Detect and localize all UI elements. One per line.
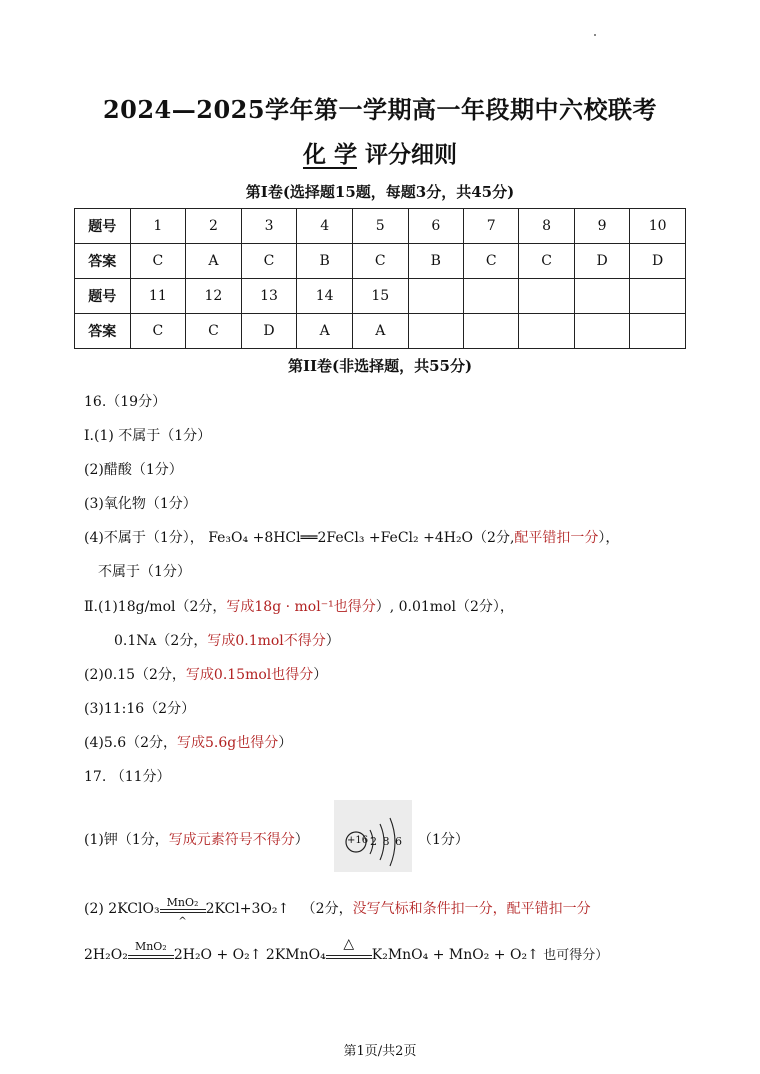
table-cell: D bbox=[630, 244, 686, 279]
condition-label: ^ bbox=[178, 916, 187, 927]
table-cell: B bbox=[408, 244, 463, 279]
table-cell: 14 bbox=[297, 279, 353, 314]
table-cell: D bbox=[241, 314, 297, 349]
answer-table bbox=[74, 208, 686, 349]
page-subtitle bbox=[0, 136, 760, 169]
subject-name: 化 学 bbox=[302, 141, 357, 168]
table-cell: D bbox=[574, 244, 629, 279]
table-cell bbox=[574, 314, 629, 349]
reaction-arrow bbox=[160, 896, 206, 927]
q16-line: 不属于（1分） bbox=[98, 564, 191, 580]
q16-line: (2)醋酸（1分） bbox=[84, 462, 183, 478]
table-cell bbox=[408, 279, 463, 314]
row-label: 答案 bbox=[75, 244, 131, 279]
red-note: 写成5.6g也得分 bbox=[177, 735, 279, 751]
table-cell bbox=[463, 314, 518, 349]
q16-line bbox=[84, 527, 619, 547]
table-cell: 12 bbox=[186, 279, 242, 314]
part1-heading: 第Ⅰ卷(选择题15题，每题3分，共45分) bbox=[245, 183, 515, 201]
row-label: 题号 bbox=[75, 279, 131, 314]
table-cell: C bbox=[241, 244, 297, 279]
table-cell: 2 bbox=[186, 209, 242, 244]
q16-line bbox=[84, 596, 514, 616]
text: ）， bbox=[598, 530, 620, 546]
text: Ⅱ.(1)18g/mol（2分， bbox=[84, 599, 227, 615]
table-cell: C bbox=[352, 244, 408, 279]
table-cell: C bbox=[130, 244, 186, 279]
table-cell bbox=[630, 279, 686, 314]
atom-shells: 2 8 6 bbox=[370, 835, 403, 848]
q16-line: (3)氧化物（1分） bbox=[84, 496, 197, 512]
scan-dot bbox=[594, 34, 596, 36]
table-cell: 11 bbox=[130, 279, 186, 314]
text: (4)不属于（1分）， bbox=[84, 530, 204, 546]
atom-nucleus: +16 bbox=[347, 835, 369, 846]
table-cell: C bbox=[463, 244, 518, 279]
q16-head: 16.（19分） bbox=[84, 394, 167, 410]
part2-heading: 第II卷(非选择题，共55分) bbox=[287, 357, 473, 375]
table-cell bbox=[519, 314, 574, 349]
q17-line bbox=[84, 896, 591, 927]
text: ） bbox=[294, 832, 309, 848]
equation: 2H₂O + O₂↑ 2KMnO₄ bbox=[173, 947, 326, 963]
text: ）, 0.01mol（2分）， bbox=[375, 599, 514, 615]
table-cell: B bbox=[297, 244, 353, 279]
page-footer: 第1页/共2页 bbox=[343, 1044, 417, 1059]
heat-label: △ bbox=[343, 936, 355, 952]
table-cell: 7 bbox=[463, 209, 518, 244]
equation: 2H₂O₂ bbox=[84, 947, 128, 963]
atom-structure-diagram bbox=[334, 800, 412, 872]
table-cell: C bbox=[130, 314, 186, 349]
text: 0.1Nᴀ（2分， bbox=[114, 633, 208, 649]
table-cell: A bbox=[297, 314, 353, 349]
text: (2) 2KClO₃ bbox=[84, 901, 160, 917]
table-cell bbox=[519, 279, 574, 314]
table-row bbox=[75, 209, 686, 244]
table-cell: 3 bbox=[241, 209, 297, 244]
table-cell: C bbox=[519, 244, 574, 279]
text: ） bbox=[325, 633, 340, 649]
q16-line bbox=[114, 630, 340, 650]
subject-suffix: 评分细则 bbox=[365, 141, 458, 168]
q16-line: (3)11:16（2分） bbox=[84, 701, 196, 717]
table-cell: 4 bbox=[297, 209, 353, 244]
equation: K₂MnO₄ + MnO₂ + O₂↑ bbox=[371, 947, 539, 963]
table-cell: 10 bbox=[630, 209, 686, 244]
red-note: 写成元素符号不得分 bbox=[168, 832, 295, 848]
catalyst-label: MnO₂ bbox=[134, 940, 167, 953]
text: ） bbox=[313, 667, 328, 683]
text: ） bbox=[278, 735, 293, 751]
equation: Fe₃O₄ +8HCl══2FeCl₃ +FeCl₂ +4H₂O bbox=[208, 530, 474, 546]
catalyst-label: MnO₂ bbox=[166, 896, 199, 909]
q17-head: 17. （11分） bbox=[84, 769, 171, 785]
reaction-arrow bbox=[326, 936, 372, 959]
text: （2分, bbox=[473, 530, 515, 546]
q16-line bbox=[84, 732, 292, 752]
table-cell bbox=[630, 314, 686, 349]
page-title: 2024—2025学年第一学期高一年段期中六校联考 bbox=[102, 95, 658, 124]
text: 2KCl+3O₂↑ bbox=[205, 901, 290, 917]
atom-score: （1分） bbox=[418, 832, 469, 848]
row-label: 题号 bbox=[75, 209, 131, 244]
reaction-arrow bbox=[128, 940, 174, 959]
table-cell: 9 bbox=[574, 209, 629, 244]
table-cell: C bbox=[186, 314, 242, 349]
table-cell: A bbox=[186, 244, 242, 279]
text: (1)钾（1分， bbox=[84, 832, 169, 848]
red-note: 写成0.1mol不得分 bbox=[207, 633, 326, 649]
red-note: 写成0.15mol也得分 bbox=[185, 667, 314, 683]
q16-line: Ⅰ.(1) 不属于（1分） bbox=[84, 428, 212, 444]
table-cell bbox=[574, 279, 629, 314]
text: (2)0.15（2分， bbox=[84, 667, 186, 683]
text: （2分， bbox=[301, 901, 353, 917]
table-cell: 5 bbox=[352, 209, 408, 244]
table-cell bbox=[463, 279, 518, 314]
table-cell: A bbox=[352, 314, 408, 349]
text: 也可得分） bbox=[543, 948, 609, 963]
table-cell bbox=[408, 314, 463, 349]
row-label: 答案 bbox=[75, 314, 131, 349]
table-row bbox=[75, 279, 686, 314]
table-cell: 1 bbox=[130, 209, 186, 244]
q16-line bbox=[84, 664, 327, 684]
table-row bbox=[75, 244, 686, 279]
q17-line bbox=[84, 829, 309, 849]
q17-line bbox=[84, 936, 609, 963]
red-note: 写成18g · mol⁻¹也得分 bbox=[226, 599, 376, 615]
table-row bbox=[75, 314, 686, 349]
table-cell: 6 bbox=[408, 209, 463, 244]
red-note: 配平错扣一分 bbox=[514, 530, 599, 546]
table-cell: 13 bbox=[241, 279, 297, 314]
red-note: 没写气标和条件扣一分，配平错扣一分 bbox=[352, 901, 591, 917]
text: (4)5.6（2分， bbox=[84, 735, 178, 751]
table-cell: 8 bbox=[519, 209, 574, 244]
table-cell: 15 bbox=[352, 279, 408, 314]
